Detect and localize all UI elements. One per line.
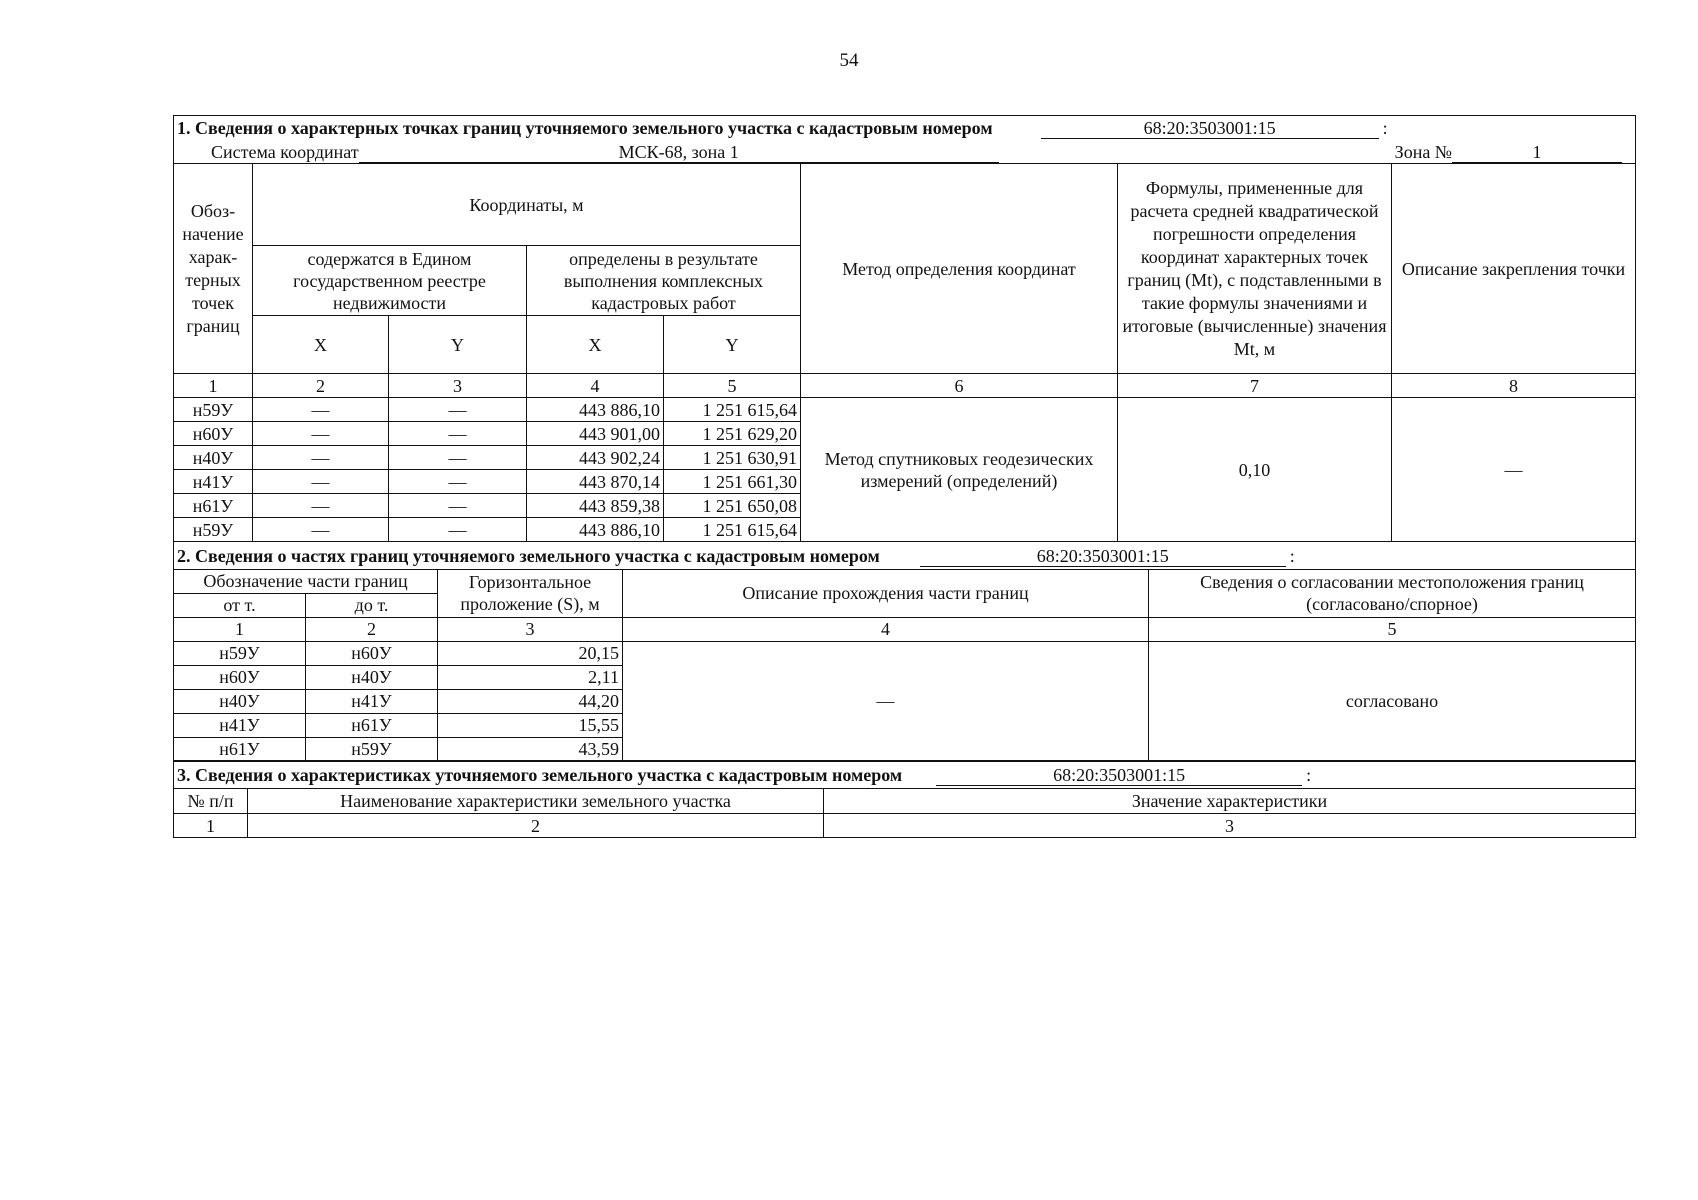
x-complex: 443 886,10 [527,518,664,542]
col-number: 5 [1149,617,1636,641]
header-part-designation: Обозначение части границ [174,569,438,593]
x-egrn: — [253,398,389,422]
section3-table [173,760,1636,838]
to-point: н61У [306,713,438,737]
to-point: н40У [306,665,438,689]
header-to: до т. [306,593,438,617]
x-complex: 443 902,24 [527,446,664,470]
y-egrn: — [389,494,527,518]
x-egrn: — [253,422,389,446]
col-number: 3 [389,374,527,398]
x-complex: 443 870,14 [527,470,664,494]
y-complex: 1 251 629,20 [664,422,801,446]
from-point: н61У [174,737,306,761]
point-name: н41У [174,470,253,494]
section2-col-numbers [174,617,1636,641]
header-y-complex: Y [664,316,801,374]
to-point: н60У [306,641,438,665]
x-complex: 443 886,10 [527,398,664,422]
horizontal-distance: 43,59 [438,737,623,761]
section3-col-numbers [174,814,1636,838]
x-egrn: — [253,494,389,518]
y-egrn: — [389,518,527,542]
section3-title: 3. Сведения о характеристиках уточняемого земельного участка с кадастровым номером [177,765,903,785]
x-complex: 443 901,00 [527,422,664,446]
header-name: Наименование характеристики земельного участка [248,789,824,814]
header-description: Описание прохождения части границ [623,569,1149,617]
col-number: 4 [623,617,1149,641]
coord-system-value: МСК-68, зона 1 [359,142,999,163]
section2-title-row [174,541,1636,569]
x-egrn: — [253,446,389,470]
header-formulas: Формулы, примененные для расчета средней квадратической погрешности определения координат характерных точек границ (Mt), с подставленными в такие формулы значениями и итоговые (вычисленные) значения Mt, м [1118,164,1392,374]
y-complex: 1 251 615,64 [664,398,801,422]
header-egrn: содержатся в Едином государственном реестре недвижимости [253,246,527,316]
point-name: н40У [174,446,253,470]
section3-title-row [174,761,1636,789]
section2-cadastral-number: 68:20:3503001:15 [920,546,1286,567]
header-complex: определены в результате выполнения комплексных кадастровых работ [527,246,801,316]
point-name: н59У [174,518,253,542]
method-value: Метод спутниковых геодезических измерений (определений) [801,398,1118,542]
to-point: н59У [306,737,438,761]
header-x-complex: X [527,316,664,374]
point-name: н61У [174,494,253,518]
horizontal-distance: 2,11 [438,665,623,689]
section1-title-row [174,116,1636,140]
section3-cadastral-number: 68:20:3503001:15 [936,765,1302,786]
point-name: н59У [174,398,253,422]
section1-col-numbers [174,374,1636,398]
y-egrn: — [389,422,527,446]
from-point: н59У [174,641,306,665]
section1-cadastral-number: 68:20:3503001:15 [1041,118,1379,139]
section3-colon: : [1306,765,1312,785]
table-row [174,641,1636,665]
col-number: 3 [824,814,1636,838]
header-designation: Обоз-начение харак-терных точек границ [174,164,253,374]
section2-table [173,541,1636,762]
coord-system-row [174,140,1636,164]
cadastral-document [173,115,1635,838]
section1-colon: : [1382,118,1388,139]
col-number: 2 [253,374,389,398]
y-complex: 1 251 615,64 [664,518,801,542]
to-point: н41У [306,689,438,713]
section1-title: 1. Сведения о характерных точках границ уточняемого земельного участка с кадастровым номером [177,118,993,139]
agreement-value: согласовано [1149,641,1636,761]
header-from: от т. [174,593,306,617]
page-number: 54 [839,50,859,71]
zone-value: 1 [1452,142,1622,163]
horizontal-distance: 44,20 [438,689,623,713]
header-y-egrn: Y [389,316,527,374]
header-fixing: Описание закрепления точки [1392,164,1636,374]
col-number: 4 [527,374,664,398]
header-value: Значение характеристики [824,789,1636,814]
header-horizontal: Горизонтальное проложение (S), м [438,569,623,617]
section2-title: 2. Сведения о частях границ уточняемого земельного участка с кадастровым номером [177,545,880,566]
table-row [174,398,1636,422]
horizontal-distance: 20,15 [438,641,623,665]
x-complex: 443 859,38 [527,494,664,518]
col-number: 2 [248,814,824,838]
header-coordinates: Координаты, м [253,164,801,246]
header-no: № п/п [174,789,248,814]
zone-label: Зона № [1394,141,1452,162]
col-number: 7 [1118,374,1392,398]
y-complex: 1 251 661,30 [664,470,801,494]
header-agreement: Сведения о согласовании местоположения границ (согласовано/спорное) [1149,569,1636,617]
col-number: 2 [306,617,438,641]
col-number: 1 [174,617,306,641]
description-value: — [623,641,1149,761]
from-point: н41У [174,713,306,737]
col-number: 1 [174,374,253,398]
header-x-egrn: X [253,316,389,374]
y-egrn: — [389,470,527,494]
y-complex: 1 251 650,08 [664,494,801,518]
coord-system-label: Система координат [211,141,359,162]
section2-colon: : [1289,545,1295,566]
col-number: 8 [1392,374,1636,398]
mt-value: 0,10 [1118,398,1392,542]
header-method: Метод определения координат [801,164,1118,374]
from-point: н40У [174,689,306,713]
x-egrn: — [253,470,389,494]
x-egrn: — [253,518,389,542]
col-number: 5 [664,374,801,398]
section1-table [173,115,1636,542]
from-point: н60У [174,665,306,689]
point-name: н60У [174,422,253,446]
horizontal-distance: 15,55 [438,713,623,737]
y-egrn: — [389,398,527,422]
col-number: 3 [438,617,623,641]
y-egrn: — [389,446,527,470]
col-number: 1 [174,814,248,838]
col-number: 6 [801,374,1118,398]
y-complex: 1 251 630,91 [664,446,801,470]
fixing-value: — [1392,398,1636,542]
